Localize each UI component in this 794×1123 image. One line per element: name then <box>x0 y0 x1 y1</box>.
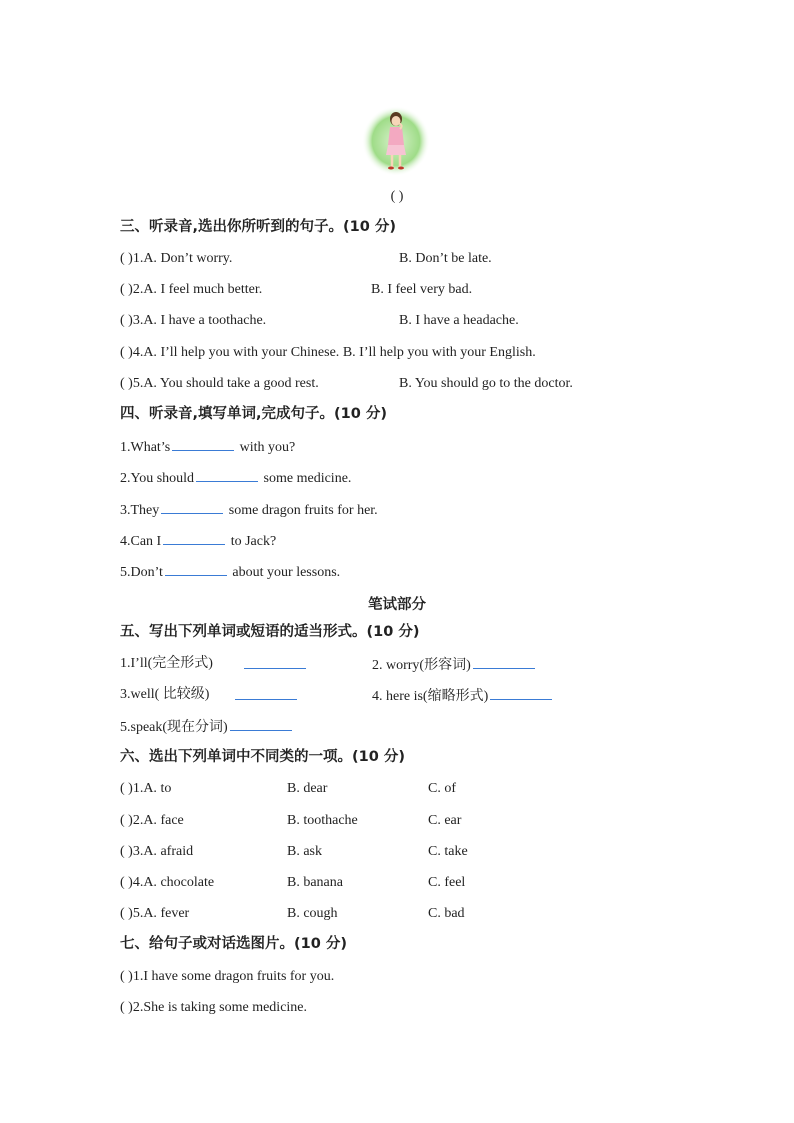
section-7-heading: 七、给句子或对话选图片。(10 分) <box>120 936 347 952</box>
option-b: B. I have a headache. <box>399 313 519 328</box>
option-b: B. Don’t be late. <box>399 251 492 266</box>
item-prefix: ( )5.A. <box>120 376 157 391</box>
written-part-title: 笔试部分 <box>368 597 426 613</box>
item-prefix: ( )3.A. <box>120 313 157 328</box>
sec4-item-5 <box>120 563 340 581</box>
item-prefix: ( )1.A. <box>120 251 157 266</box>
section-5-heading: 五、写出下列单词或短语的适当形式。(10 分) <box>120 624 420 640</box>
option-a: afraid <box>160 844 194 859</box>
sentence-end: some medicine. <box>263 471 352 486</box>
answer-blank[interactable] <box>244 656 306 669</box>
sec3-item-1 <box>120 251 680 267</box>
option-b: B. toothache <box>287 813 358 828</box>
option-a: I’ll help you with your Chinese. <box>160 345 340 360</box>
sentence-end: about your lessons. <box>232 565 341 580</box>
option-c: C. ear <box>428 813 462 828</box>
sentence-end: with you? <box>239 440 296 455</box>
option-c: C. take <box>428 844 468 859</box>
sentence-end: some dragon fruits for her. <box>228 503 378 518</box>
section-6-heading: 六、选出下列单词中不同类的一项。(10 分) <box>120 749 405 765</box>
option-b: B. dear <box>287 781 328 796</box>
option-b: B. cough <box>287 906 338 921</box>
option-c: C. of <box>428 781 456 796</box>
option-a: face <box>160 813 184 828</box>
sec4-item-1 <box>120 438 295 456</box>
sec3-item-3 <box>120 313 680 329</box>
item-label: 4. here is(缩略形式) <box>372 689 489 704</box>
answer-blank[interactable] <box>161 501 223 514</box>
option-b: B. I’ll help you with your English. <box>342 345 536 360</box>
item-prefix: ( )2.A. <box>120 282 157 297</box>
item-label: 1.I’ll(完全形式) <box>120 656 213 671</box>
option-b: B. banana <box>287 875 343 890</box>
answer-blank[interactable] <box>230 718 292 731</box>
sec5-row-1 <box>120 656 680 672</box>
sec4-item-3 <box>120 501 378 519</box>
option-b: B. I feel very bad. <box>371 282 473 297</box>
sentence-end: to Jack? <box>230 534 277 549</box>
option-b: B. You should go to the doctor. <box>399 376 573 391</box>
option-b: B. ask <box>287 844 322 859</box>
sec5-row-2 <box>120 687 680 703</box>
sec6-item-5 <box>120 906 520 922</box>
option-c: C. bad <box>428 906 465 921</box>
item-prefix: ( )4.A. <box>120 345 157 360</box>
answer-blank[interactable] <box>172 438 234 451</box>
item-label: 3.well( 比较级) <box>120 687 210 702</box>
answer-blank[interactable] <box>165 563 227 576</box>
sec5-row-3 <box>120 718 294 736</box>
answer-blank[interactable] <box>473 656 535 669</box>
option-a: to <box>160 781 172 796</box>
sec7-item-2: ( )2.She is taking some medicine. <box>120 1000 308 1015</box>
sentence-start: 5.Don’t <box>120 565 163 580</box>
item-prefix: ( )2.A. <box>120 813 157 828</box>
option-a: Don’t worry. <box>160 251 233 266</box>
section-4-heading: 四、听录音,填写单词,完成句子。(10 分) <box>120 406 387 422</box>
item-prefix: ( )3.A. <box>120 844 157 859</box>
sec6-item-2 <box>120 813 520 829</box>
sec6-item-4 <box>120 875 520 891</box>
option-a: fever <box>160 906 190 921</box>
option-a: You should take a good rest. <box>159 376 319 391</box>
option-a: chocolate <box>160 875 215 890</box>
girl-illustration <box>360 105 432 177</box>
sec4-item-4 <box>120 532 276 550</box>
sentence-start: 2.You should <box>120 471 195 486</box>
sec6-item-1 <box>120 781 520 797</box>
answer-blank[interactable] <box>163 532 225 545</box>
item-prefix: ( )1.A. <box>120 781 157 796</box>
sec7-item-1: ( )1.I have some dragon fruits for you. <box>120 969 335 984</box>
sentence-start: 1.What’s <box>120 440 171 455</box>
item-prefix: ( )4.A. <box>120 875 157 890</box>
sec3-item-4 <box>120 345 680 361</box>
section-3-heading: 三、听录音,选出你所听到的句子。(10 分) <box>120 219 396 235</box>
answer-blank[interactable] <box>196 469 258 482</box>
sentence-start: 4.Can I <box>120 534 162 549</box>
sec3-item-5 <box>120 376 680 392</box>
item-prefix: ( )5.A. <box>120 906 157 921</box>
option-a: I have a toothache. <box>160 313 267 328</box>
answer-blank[interactable] <box>490 687 552 700</box>
item-label: 2. worry(形容词) <box>372 658 471 673</box>
sec3-item-2 <box>120 282 680 298</box>
answer-blank[interactable] <box>235 687 297 700</box>
option-a: I feel much better. <box>160 282 263 297</box>
item-label: 5.speak(现在分词) <box>120 720 228 735</box>
sentence-start: 3.They <box>120 503 160 518</box>
sec4-item-2 <box>120 469 351 487</box>
picture-answer-paren: ( ) <box>390 189 404 204</box>
sec6-item-3 <box>120 844 520 860</box>
option-c: C. feel <box>428 875 466 890</box>
